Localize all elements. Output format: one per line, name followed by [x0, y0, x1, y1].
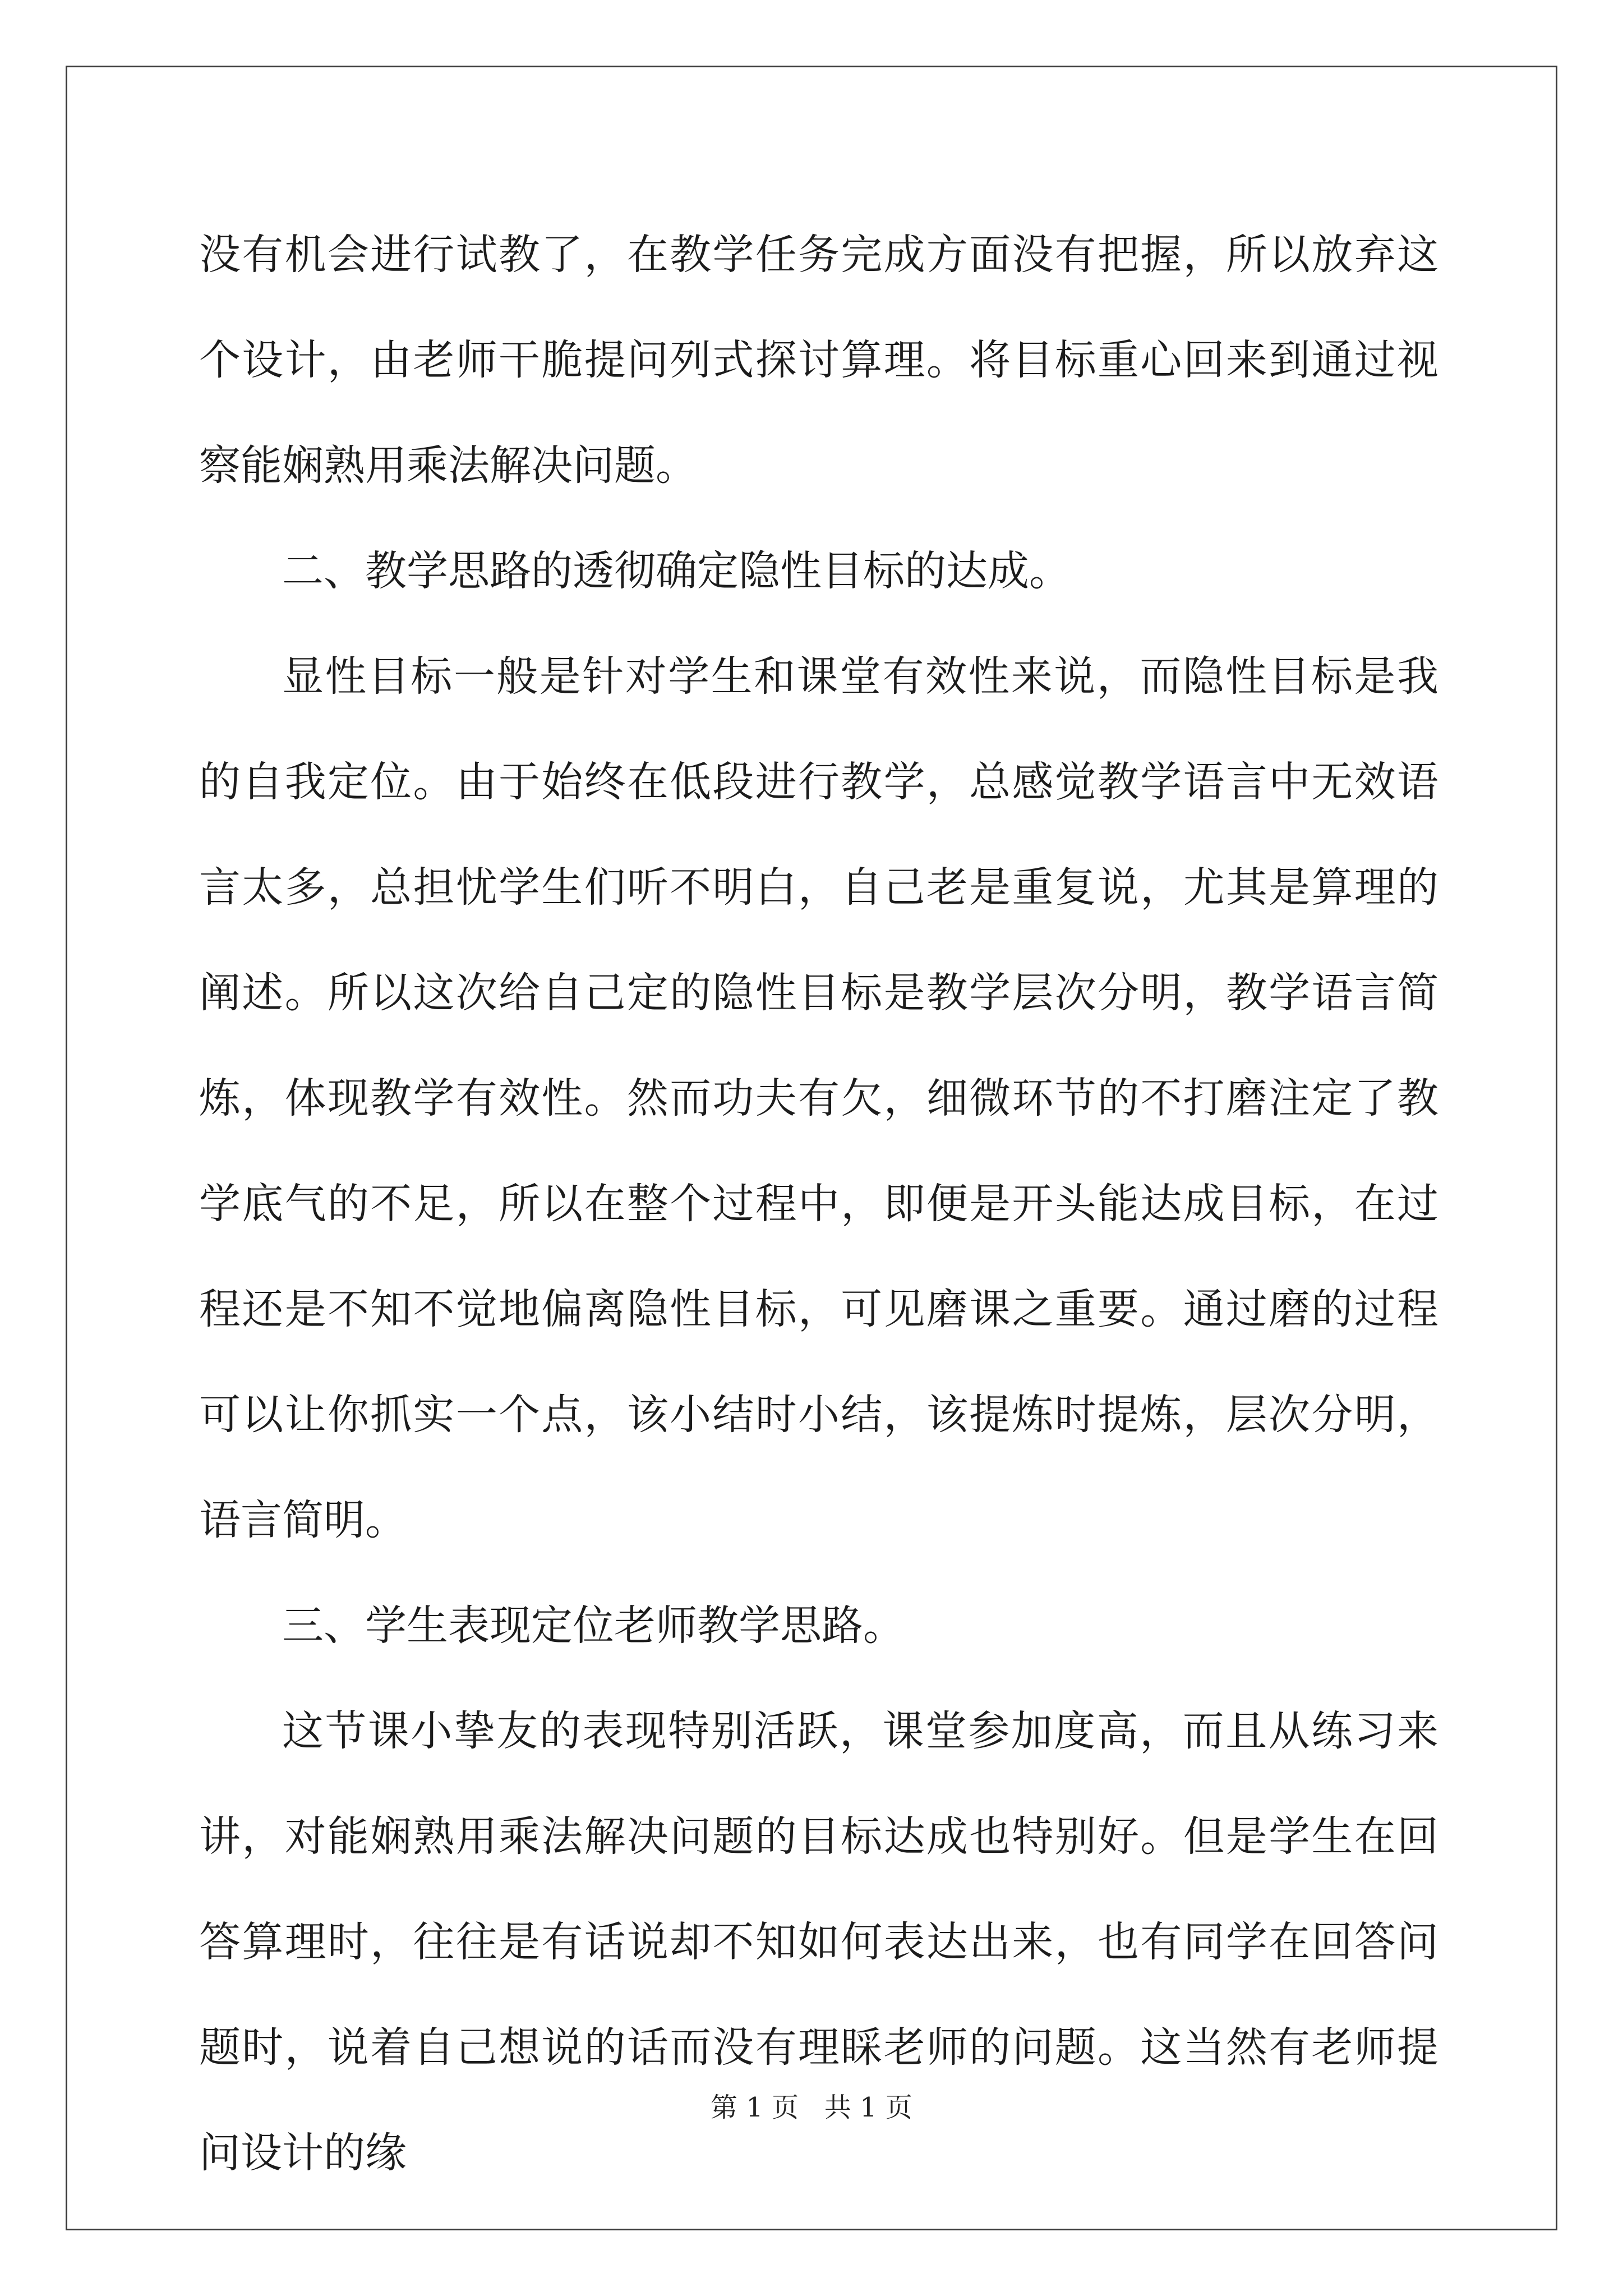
section-heading-2: 二、教学思路的透彻确定隐性目标的达成。	[282, 547, 1071, 595]
section-heading-3: 三、学生表现定位老师教学思路。	[282, 1602, 905, 1650]
paragraph-3: 显性目标一般是针对学生和课堂有效性来说，而隐性目标是我的自我定位。由于始终在低段进行教学，总感觉教学语言中无效语言太多，总担忧学生们听不明白，自己老是重复说，尤其是算理的阐述。所以这次给自己定的隐性目标是教学层次分明，教学语言简炼，体现教学有效性。然而功夫有欠，细微环节的不打磨注定了教学底气的不足，所以在整个过程中，即便是开头能达成目标，在过程还是不知不觉地偏离隐性目标，可见磨课之重要。通过磨的过程可以让你抓实一个点，该小结时小结，该提炼时提炼，层次分明，语言简明。	[199, 652, 1438, 1544]
page-footer: 第 1 页 共 1 页	[711, 2092, 912, 2123]
document-body	[199, 202, 1438, 2206]
paragraph-1: 没有机会进行试教了，在教学任务完成方面没有把握，所以放弃这个设计，由老师干脆提问列式探讨算理。将目标重心回来到通过视察能娴熟用乘法解决问题。	[199, 231, 1438, 490]
paragraph-5: 这节课小挚友的表现特别活跃，课堂参加度高，而且从练习来讲，对能娴熟用乘法解决问题的目标达成也特别好。但是学生在回答算理时，往往是有话说却不知如何表达出来，也有同学在回答问题时，说着自己想说的话而没有理睬老师的问题。这当然有老师提问设计的缘	[199, 1707, 1438, 2177]
